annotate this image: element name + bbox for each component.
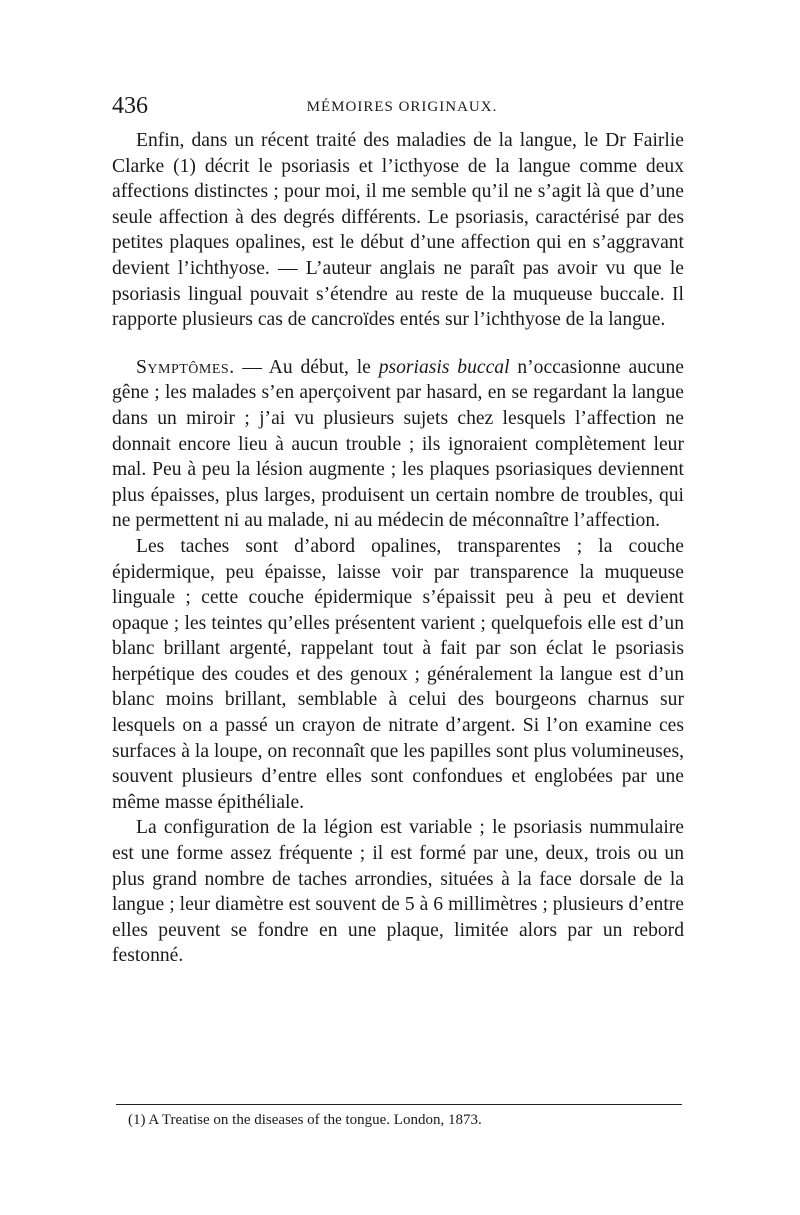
paragraph-symptoms-italic: psoriasis buccal bbox=[378, 356, 510, 378]
paragraph-intro: Enfin, dans un récent traité des maladies de la langue, le Dr Fairlie Clarke (1) décrit le psoriasis et l’icthyose de la langue comme deux affections distinctes ; pour moi, il me semble qu’il ne s’agit là que d’une seule affection à des degrés différents. Le psoriasis, caractérisé par des petites plaques opalines, est le début d’une affection qui en s’aggravant devient l’ichthyose. — L’auteur anglais ne paraît pas avoir vu que le psoriasis lingual pouvait s’étendre au reste de la muqueuse buccale. Il rapporte plusieurs cas de cancroïdes entés sur l’ichthyose de la langue. bbox=[112, 130, 684, 331]
footnote: (1) A Treatise on the diseases of the tongue. London, 1873. bbox=[128, 1112, 482, 1128]
paragraph-symptoms-lead: — Au début, le bbox=[234, 356, 379, 378]
page-header bbox=[112, 92, 692, 120]
paragraph-taches: Les taches sont d’abord opalines, transparentes ; la couche épidermique, peu épaisse, laisse voir par transparence la muqueuse linguale ; cette couche épidermique s’épaissit peu à peu et devient opaque ; les teintes qu’elles présentent varient ; quelquefois elle est d’un blanc brillant argenté, rappelant tout à fait par son éclat le psoriasis herpétique des coudes et des genoux ; généralement la langue est d’un blanc moins brillant, semblable à celui des bourgeons charnus sur lesquels on a passé un crayon de nitrate d’argent. Si l’on examine ces surfaces à la loupe, on reconnaît que les papilles sont plus volumineuses, souvent plusieurs d’entre elles sont confondues et englobées par une même masse épithéliale. bbox=[112, 535, 684, 813]
running-head: MÉMOIRES ORIGINAUX. bbox=[306, 99, 498, 115]
paragraph-symptoms-rest: n’occasionne aucune gêne ; les malades s’en aperçoivent par hasard, en se regardant la langue dans un miroir ; j’ai vu plusieurs sujets chez lesquels l’affection ne donnait encore lieu à aucun trouble ; ils ignoraient complètement leur mal. Peu à peu la lésion augmente ; les plaques psoriasiques deviennent plus épaisses, plus larges, produisent un certain nombre de troubles, qui ne permettent ni au malade, ni au médecin de méconnaître l’affection. bbox=[112, 356, 684, 532]
paragraph-symptoms bbox=[112, 355, 684, 534]
section-gap bbox=[112, 333, 684, 355]
footnote-rule bbox=[116, 1104, 682, 1105]
section-heading: Symptômes. bbox=[136, 356, 235, 378]
paragraph-configuration: La configuration de la légion est variable ; le psoriasis nummulaire est une forme assez fréquente ; il est formé par une, deux, trois ou un plus grand nombre de taches arrondies, situées à la face dorsale de la langue ; leur diamètre est souvent de 5 à 6 millimètres ; plusieurs d’entre elles peuvent se fondre en une plaque, limitée alors par un rebord festonné. bbox=[112, 817, 684, 967]
body-text bbox=[112, 128, 684, 969]
page-number: 436 bbox=[112, 93, 148, 119]
